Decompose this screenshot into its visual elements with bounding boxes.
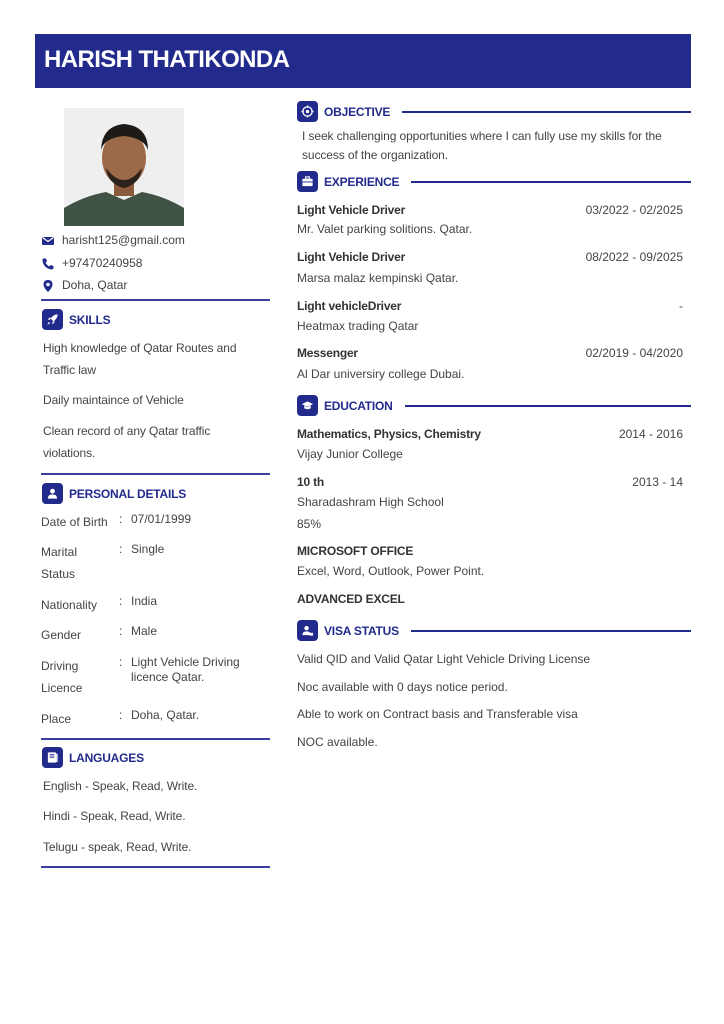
phone-text: +97470240958 [62, 256, 143, 270]
skill-item: Clean record of any Qatar traffic violations. [43, 424, 211, 460]
visa-item: Able to work on Contract basis and Transferable visa [297, 707, 578, 721]
objective-text: I seek challenging opportunities where I can fully use my skills for the success of the organization. [302, 129, 662, 162]
skill-item: Daily maintaince of Vehicle [43, 393, 184, 407]
skill-item: High knowledge of Qatar Routes and Traffic law [43, 341, 237, 377]
job-org: Marsa malaz kempinski Qatar. [297, 271, 459, 285]
pd-label: Nationality [41, 598, 98, 612]
language-item: English - Speak, Read, Write. [43, 779, 198, 793]
phone-icon [41, 257, 57, 271]
personal-details-heading [42, 483, 186, 504]
pd-value: India [131, 594, 158, 608]
visa-title: VISA STATUS [324, 623, 399, 638]
skills-heading [42, 309, 110, 330]
edu-course: Mathematics, Physics, Chemistry [297, 427, 481, 441]
visa-item: Valid QID and Valid Qatar Light Vehicle Driving License [297, 652, 591, 666]
skills-title: SKILLS [69, 312, 111, 327]
language-item: Hindi - Speak, Read, Write. [43, 809, 186, 823]
candidate-name: HARISH THATIKONDA [44, 46, 290, 73]
pd-label: Marital Status [41, 545, 78, 581]
pd-value: Light Vehicle Driving licence Qatar. [131, 655, 240, 684]
pd-colon: : [119, 512, 123, 526]
extra-title: ADVANCED EXCEL [297, 592, 405, 606]
email-line [41, 233, 271, 248]
section-rule [411, 181, 691, 183]
envelope-icon [41, 234, 57, 248]
section-rule [405, 405, 691, 407]
pd-colon: : [119, 708, 123, 722]
pd-value: Single [131, 542, 165, 556]
education-heading [297, 395, 691, 416]
pd-colon: : [119, 542, 123, 556]
edu-school: Sharadashram High School [297, 495, 444, 509]
phone-line [41, 256, 271, 271]
personal-details-title: PERSONAL DETAILS [69, 486, 187, 501]
pd-label: Place [41, 712, 72, 726]
extra-detail: Excel, Word, Outlook, Power Point. [297, 564, 485, 578]
target-icon [297, 101, 318, 122]
job-role: Light vehicleDriver [297, 299, 402, 313]
book-icon [42, 747, 63, 768]
briefcase-icon [297, 171, 318, 192]
section-rule [411, 630, 691, 632]
job-org: Al Dar universiry college Dubai. [297, 367, 465, 381]
edu-score: 85% [297, 517, 322, 531]
extra-title: MICROSOFT OFFICE [297, 544, 414, 558]
divider [41, 299, 270, 301]
pd-colon: : [119, 655, 123, 669]
pd-value: Doha, Qatar. [131, 708, 200, 722]
edu-dates: 2014 - 2016 [618, 427, 683, 441]
rocket-icon [42, 309, 63, 330]
pd-label: Date of Birth [41, 515, 108, 529]
pd-value: Male [131, 624, 158, 638]
edu-dates: 2013 - 14 [632, 475, 683, 489]
section-rule [402, 111, 691, 113]
graduation-cap-icon [297, 395, 318, 416]
location-text: Doha, Qatar [62, 278, 128, 292]
header-bar [35, 34, 691, 88]
experience-title: EXPERIENCE [324, 174, 400, 189]
job-role: Messenger [297, 346, 358, 360]
visa-item: Noc available with 0 days notice period. [297, 680, 508, 694]
location-line [41, 278, 271, 293]
user-card-icon [297, 620, 318, 641]
job-role: Light Vehicle Driver [297, 203, 406, 217]
education-title: EDUCATION [324, 398, 393, 413]
pd-colon: : [119, 594, 123, 608]
map-pin-icon [41, 279, 57, 293]
visa-heading [297, 620, 691, 641]
divider [41, 473, 270, 475]
divider [41, 866, 270, 868]
experience-heading [297, 171, 691, 192]
job-dates: 02/2019 - 04/2020 [585, 346, 683, 360]
objective-heading [297, 101, 691, 122]
job-dates: - [679, 299, 683, 313]
languages-title: LANGUAGES [69, 750, 144, 765]
divider [41, 738, 270, 740]
objective-title: OBJECTIVE [324, 104, 391, 119]
email-text: harisht125@gmail.com [62, 233, 185, 247]
person-icon [42, 483, 63, 504]
pd-label: Gender [41, 628, 82, 642]
job-org: Heatmax trading Qatar [297, 319, 419, 333]
job-role: Light Vehicle Driver [297, 250, 406, 264]
visa-item: NOC available. [297, 735, 378, 749]
edu-school: Vijay Junior College [297, 447, 403, 461]
pd-value: 07/01/1999 [131, 512, 192, 526]
edu-course: 10 th [297, 475, 325, 489]
languages-heading [42, 747, 144, 768]
job-org: Mr. Valet parking solitions. Qatar. [297, 222, 473, 236]
pd-label: Driving Licence [41, 659, 83, 695]
language-item: Telugu - speak, Read, Write. [43, 840, 192, 854]
profile-photo [64, 108, 184, 226]
job-dates: 08/2022 - 09/2025 [585, 250, 683, 264]
pd-colon: : [119, 624, 123, 638]
job-dates: 03/2022 - 02/2025 [585, 203, 683, 217]
